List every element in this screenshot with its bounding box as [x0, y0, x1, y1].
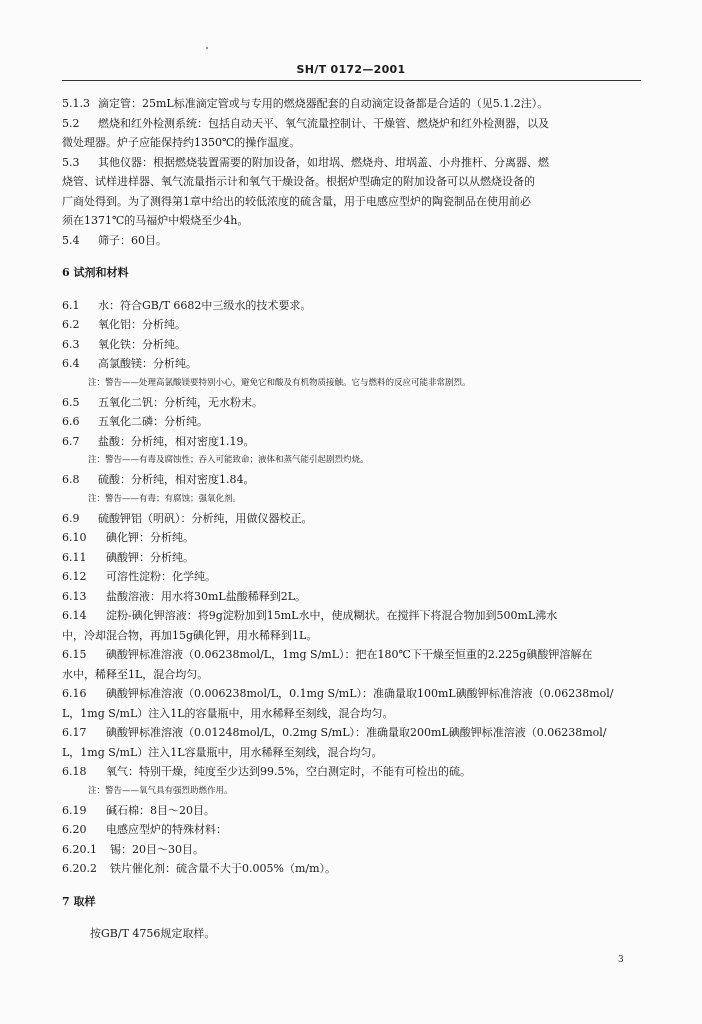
clause-number: 6.10: [62, 531, 87, 544]
clause-text: 硫酸：分析纯，相对密度1.84。: [98, 473, 255, 486]
paragraph-continuation: L，1mg S/mL）注入1L容量瓶中，用水稀释至刻线，混合均匀。: [62, 745, 383, 759]
clause-item: [62, 548, 642, 568]
clause-item: [62, 432, 642, 452]
clause-number: 6.20.1: [62, 842, 97, 856]
clause-text: 碘酸钾标准溶液（0.01248mol/L，0.2mg S/mL）：准确量取200mL碘酸钾标准溶液（0.06238mol/: [106, 726, 607, 739]
clause-number: 6.18: [62, 765, 87, 778]
clause-number: 5.1.3: [62, 97, 90, 110]
clause-text: 碘酸钾：分析纯。: [106, 550, 194, 564]
clause-item: [62, 393, 642, 413]
clause-text: 可溶性淀粉：化学纯。: [106, 570, 216, 583]
clause-text: 盐酸溶液：用水将30mL盐酸稀释到2L。: [106, 589, 307, 603]
spacer: [62, 283, 642, 296]
warning-note: 注：警告——有毒及腐蚀性；吞入可能致命；液体和蒸气能引起剧烈灼烧。: [88, 455, 369, 465]
clause-item: [62, 231, 642, 251]
clause-number: 6.17: [62, 726, 87, 739]
clause-number: 6.9: [62, 511, 80, 525]
clause-number: 6.14: [62, 609, 87, 622]
clause-number: 6.4: [62, 357, 80, 370]
clause-number: 6.15: [62, 648, 87, 661]
clause-number: 6.13: [62, 589, 87, 603]
clause-text: 氧化铝：分析纯。: [98, 318, 186, 331]
warning-note: 注：警告——处理高氯酸镁要特别小心，避免它和酸及有机物质接触。它与燃料的反应可能非常剧烈。: [88, 377, 471, 388]
clause-number: 5.2: [62, 116, 80, 130]
clause-number: 6.3: [62, 337, 80, 351]
spacer: [62, 879, 642, 892]
paragraph-continuation: 厂商处得到。为了测得第1章中给出的较低浓度的硫含量，用于电感应型炉的陶瓷制品在使用前必: [62, 194, 531, 208]
clause-text: 碘酸钾标准溶液（0.006238mol/L，0.1mg S/mL）：准确量取100mL碘酸钾标准溶液（0.06238mol/: [106, 687, 614, 700]
clause-number: 5.3: [62, 155, 80, 169]
section-heading: 6 试剂和材料: [62, 266, 129, 279]
clause-text: 五氧化二钒：分析纯，无水粉末。: [98, 395, 263, 409]
clause-number: 6.20.2: [62, 862, 97, 875]
page-number: 3: [618, 955, 624, 965]
clause-item: [62, 153, 642, 173]
clause-item: [62, 114, 642, 134]
clause-item: [62, 762, 642, 782]
clause-text: 碘酸钾标准溶液（0.06238mol/L，1mg S/mL）：把在180℃下干燥至恒重的2.225g碘酸钾溶解在: [106, 648, 593, 661]
clause-number: 6.19: [62, 803, 87, 817]
paragraph-continuation: 须在1371℃的马福炉中煅烧至少4h。: [62, 214, 249, 227]
clause-text: 碱石棉：8目～20目。: [106, 803, 215, 817]
scan-speck: [206, 47, 208, 49]
clause-item: [62, 528, 642, 548]
clause-item: [62, 645, 642, 665]
clause-number: 6.8: [62, 473, 80, 486]
clause-text: 五氧化二磷：分析纯。: [98, 415, 208, 428]
clause-number: 5.4: [62, 233, 80, 247]
clause-item: [62, 335, 642, 355]
clause-number: 6.16: [62, 687, 87, 700]
clause-text: 硫酸钾铝（明矾）：分析纯，用做仪器校正。: [98, 511, 313, 525]
clause-text: 碘化钾：分析纯。: [106, 531, 194, 544]
clause-text: 水：符合GB/T 6682中三级水的技术要求。: [98, 298, 312, 312]
clause-number: 6.2: [62, 318, 80, 331]
paragraph: 按GB/T 4756规定取样。: [90, 927, 216, 940]
clause-item: [62, 820, 642, 840]
clause-item: [62, 567, 642, 587]
clause-number: 6.1: [62, 298, 80, 312]
paragraph-continuation: L，1mg S/mL）注入1L的容量瓶中，用水稀释至刻线，混合均匀。: [62, 706, 394, 720]
warning-note: 注：警告——有毒；有腐蚀；强氧化剂。: [88, 493, 242, 504]
clause-item: [62, 840, 642, 860]
clause-number: 6.20: [62, 823, 87, 836]
clause-text: 电感应型炉的特殊材料：: [106, 823, 227, 836]
clause-item: [62, 587, 642, 607]
clause-number: 6.11: [62, 550, 87, 564]
clause-item: [62, 94, 642, 114]
clause-item: [62, 684, 642, 704]
clause-item: [62, 296, 642, 316]
clause-text: 燃烧和红外检测系统：包括自动天平、氧气流量控制计、干燥管、燃烧炉和红外检测器，以及: [98, 116, 549, 130]
clause-text: 锡：20目～30目。: [110, 842, 204, 856]
clause-item: [62, 354, 642, 374]
document-body: [62, 94, 642, 944]
paragraph-continuation: 烧管、试样进样器、氧气流量指示计和氧气干燥设备。根据炉型确定的附加设备可以从燃烧设备的: [62, 175, 535, 188]
clause-item: [62, 801, 642, 821]
clause-item: [62, 509, 642, 529]
spacer: [62, 250, 642, 263]
paragraph-continuation: 中，冷却混合物，再加15g碘化钾，用水稀释到1L。: [62, 628, 318, 642]
clause-number: 6.6: [62, 415, 80, 428]
clause-number: 6.7: [62, 434, 80, 448]
clause-text: 筛子：60目。: [98, 233, 167, 247]
section-heading: 7 取样: [62, 894, 96, 908]
clause-item: [62, 606, 642, 626]
warning-note: 注：警告——氧气具有强烈助燃作用。: [88, 785, 233, 796]
page-header: SH/T 0172—2001: [296, 63, 406, 76]
header-rule: [62, 80, 641, 81]
clause-text: 淀粉-碘化钾溶液：将9g淀粉加到15mL水中，使成糊状。在搅拌下将混合物加到500mL沸水: [106, 609, 558, 622]
clause-item: [62, 470, 642, 490]
clause-text: 盐酸：分析纯，相对密度1.19。: [98, 434, 255, 448]
clause-item: [62, 315, 642, 335]
clause-text: 滴定管：25mL标准滴定管或与专用的燃烧器配套的自动滴定设备都是合适的（见5.1.2注）。: [98, 97, 549, 110]
clause-text: 氧气：特别干燥，纯度至少达到99.5%，空白测定时，不能有可检出的硫。: [106, 765, 471, 778]
clause-item: [62, 412, 642, 432]
paragraph-continuation: 微处理器。炉子应能保持约1350℃的操作温度。: [62, 136, 301, 149]
clause-item: [62, 723, 642, 743]
clause-item: [62, 859, 642, 879]
clause-number: 6.12: [62, 570, 87, 583]
clause-number: 6.5: [62, 395, 80, 409]
clause-text: 高氯酸镁：分析纯。: [98, 357, 197, 370]
spacer: [62, 911, 642, 924]
clause-text: 铁片催化剂：硫含量不大于0.005%（m/m）。: [110, 862, 337, 875]
clause-text: 其他仪器：根据燃烧装置需要的附加设备，如坩埚、燃烧舟、坩埚盖、小舟推杆、分离器、燃: [98, 155, 549, 169]
paragraph-continuation: 水中，稀释至1L，混合均匀。: [62, 667, 209, 681]
clause-text: 氧化铁：分析纯。: [98, 337, 186, 351]
